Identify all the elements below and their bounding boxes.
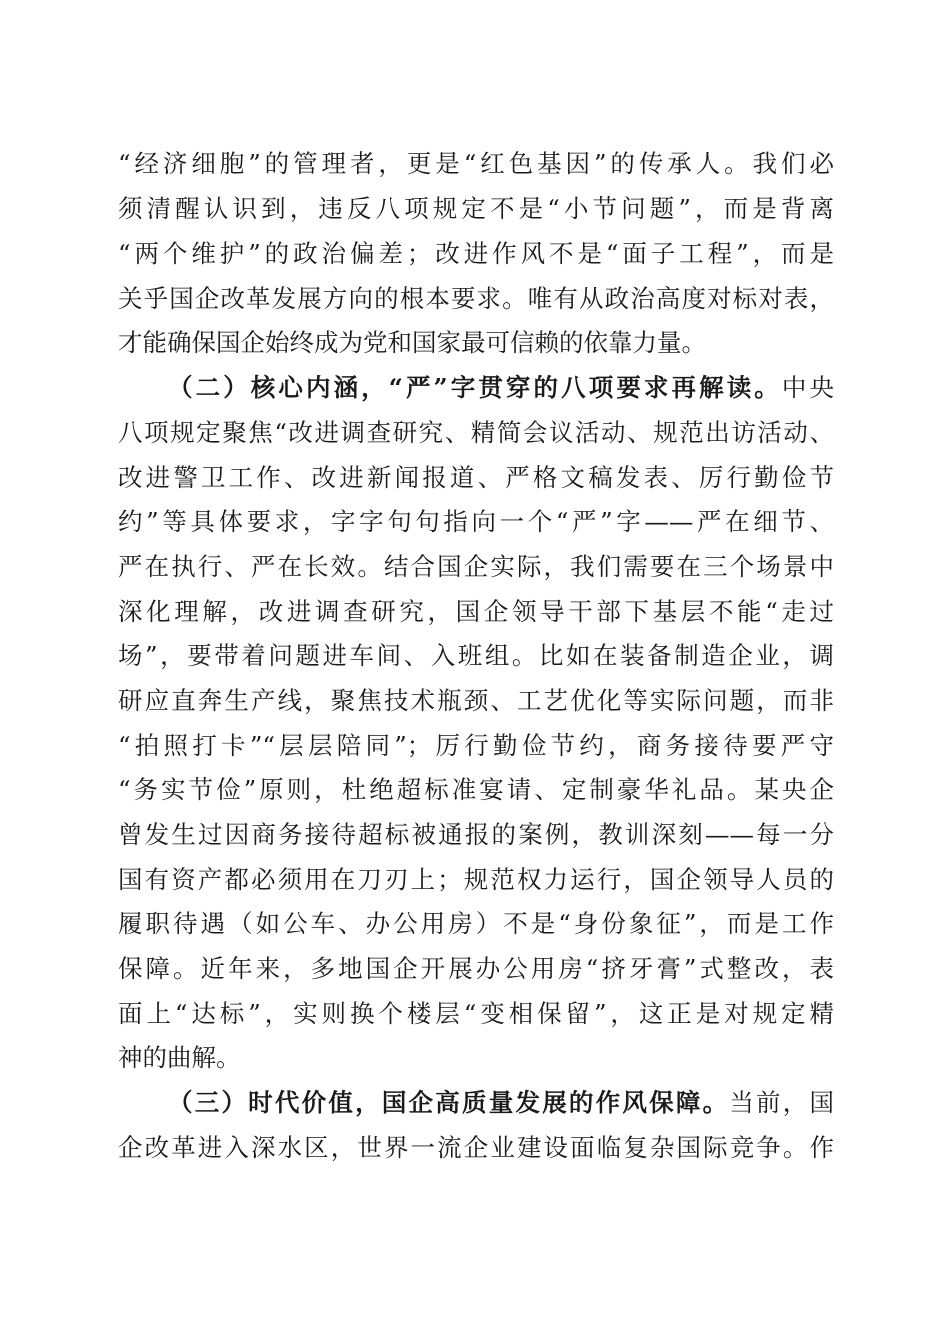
paragraph-line: “两个维护”的政治偏差；改进作风不是“面子工程”，而是 xyxy=(118,239,834,268)
paragraph-first-line xyxy=(168,366,834,410)
paragraph-line: 须清醒认识到，违反八项规定不是“小节问题”，而是背离 xyxy=(118,194,834,223)
paragraph-line: 关乎国企改革发展方向的根本要求。唯有从政治高度对标对表， xyxy=(118,284,834,313)
paragraph-line: “拍照打卡”“层层陪同”；厉行勤俭节约，商务接待要严守 xyxy=(118,731,834,760)
paragraph-line: 神的曲解。 xyxy=(118,1043,241,1072)
paragraph-line: 深化理解，改进调查研究，国企领导干部下基层不能“走过 xyxy=(118,597,834,626)
paragraph-line: 面上“达标”，实则换个楼层“变相保留”，这正是对规定精 xyxy=(118,999,834,1028)
paragraph-line: 场”，要带着问题进车间、入班组。比如在装备制造企业，调 xyxy=(118,641,834,670)
paragraph-line: 履职待遇（如公车、办公用房）不是“身份象征”，而是工作 xyxy=(118,909,834,938)
paragraph-text: 当前，国 xyxy=(729,1088,834,1117)
paragraph-line: “经济细胞”的管理者，更是“红色基因”的传承人。我们必 xyxy=(118,149,834,178)
paragraph-line: 八项规定聚焦“改进调查研究、精简会议活动、规范出访活动、 xyxy=(118,418,834,447)
paragraph-line: 改进警卫工作、改进新闻报道、严格文稿发表、厉行勤俭节 xyxy=(118,463,834,492)
paragraph-line: 企改革进入深水区，世界一流企业建设面临复杂国际竞争。作 xyxy=(118,1133,834,1162)
paragraph-line: “务实节俭”原则，杜绝超标准宴请、定制豪华礼品。某央企 xyxy=(118,775,834,804)
paragraph-line: 曾发生过因商务接待超标被通报的案例，教训深刻——每一分 xyxy=(118,820,834,849)
paragraph-line: 保障。近年来，多地国企开展办公用房“挤牙膏”式整改，表 xyxy=(118,954,834,983)
paragraph-line: 研应直奔生产线，聚焦技术瓶颈、工艺优化等实际问题，而非 xyxy=(118,686,834,715)
section-heading: （二）核心内涵，“严”字贯穿的八项要求再解读。 xyxy=(168,373,782,402)
paragraph-line: 才能确保国企始终成为党和国家最可信赖的依靠力量。 xyxy=(118,328,706,357)
section-heading: （三）时代价值，国企高质量发展的作风保障。 xyxy=(168,1088,730,1117)
paragraph-first-line xyxy=(168,1081,834,1125)
paragraph-line: 国有资产都必须用在刀刃上；规范权力运行，国企领导人员的 xyxy=(118,865,834,894)
paragraph-line: 约”等具体要求，字字句句指向一个“严”字——严在细节、 xyxy=(118,507,834,536)
paragraph-text: 中央 xyxy=(781,373,835,402)
paragraph-line: 严在执行、严在长效。结合国企实际，我们需要在三个场景中 xyxy=(118,552,834,581)
